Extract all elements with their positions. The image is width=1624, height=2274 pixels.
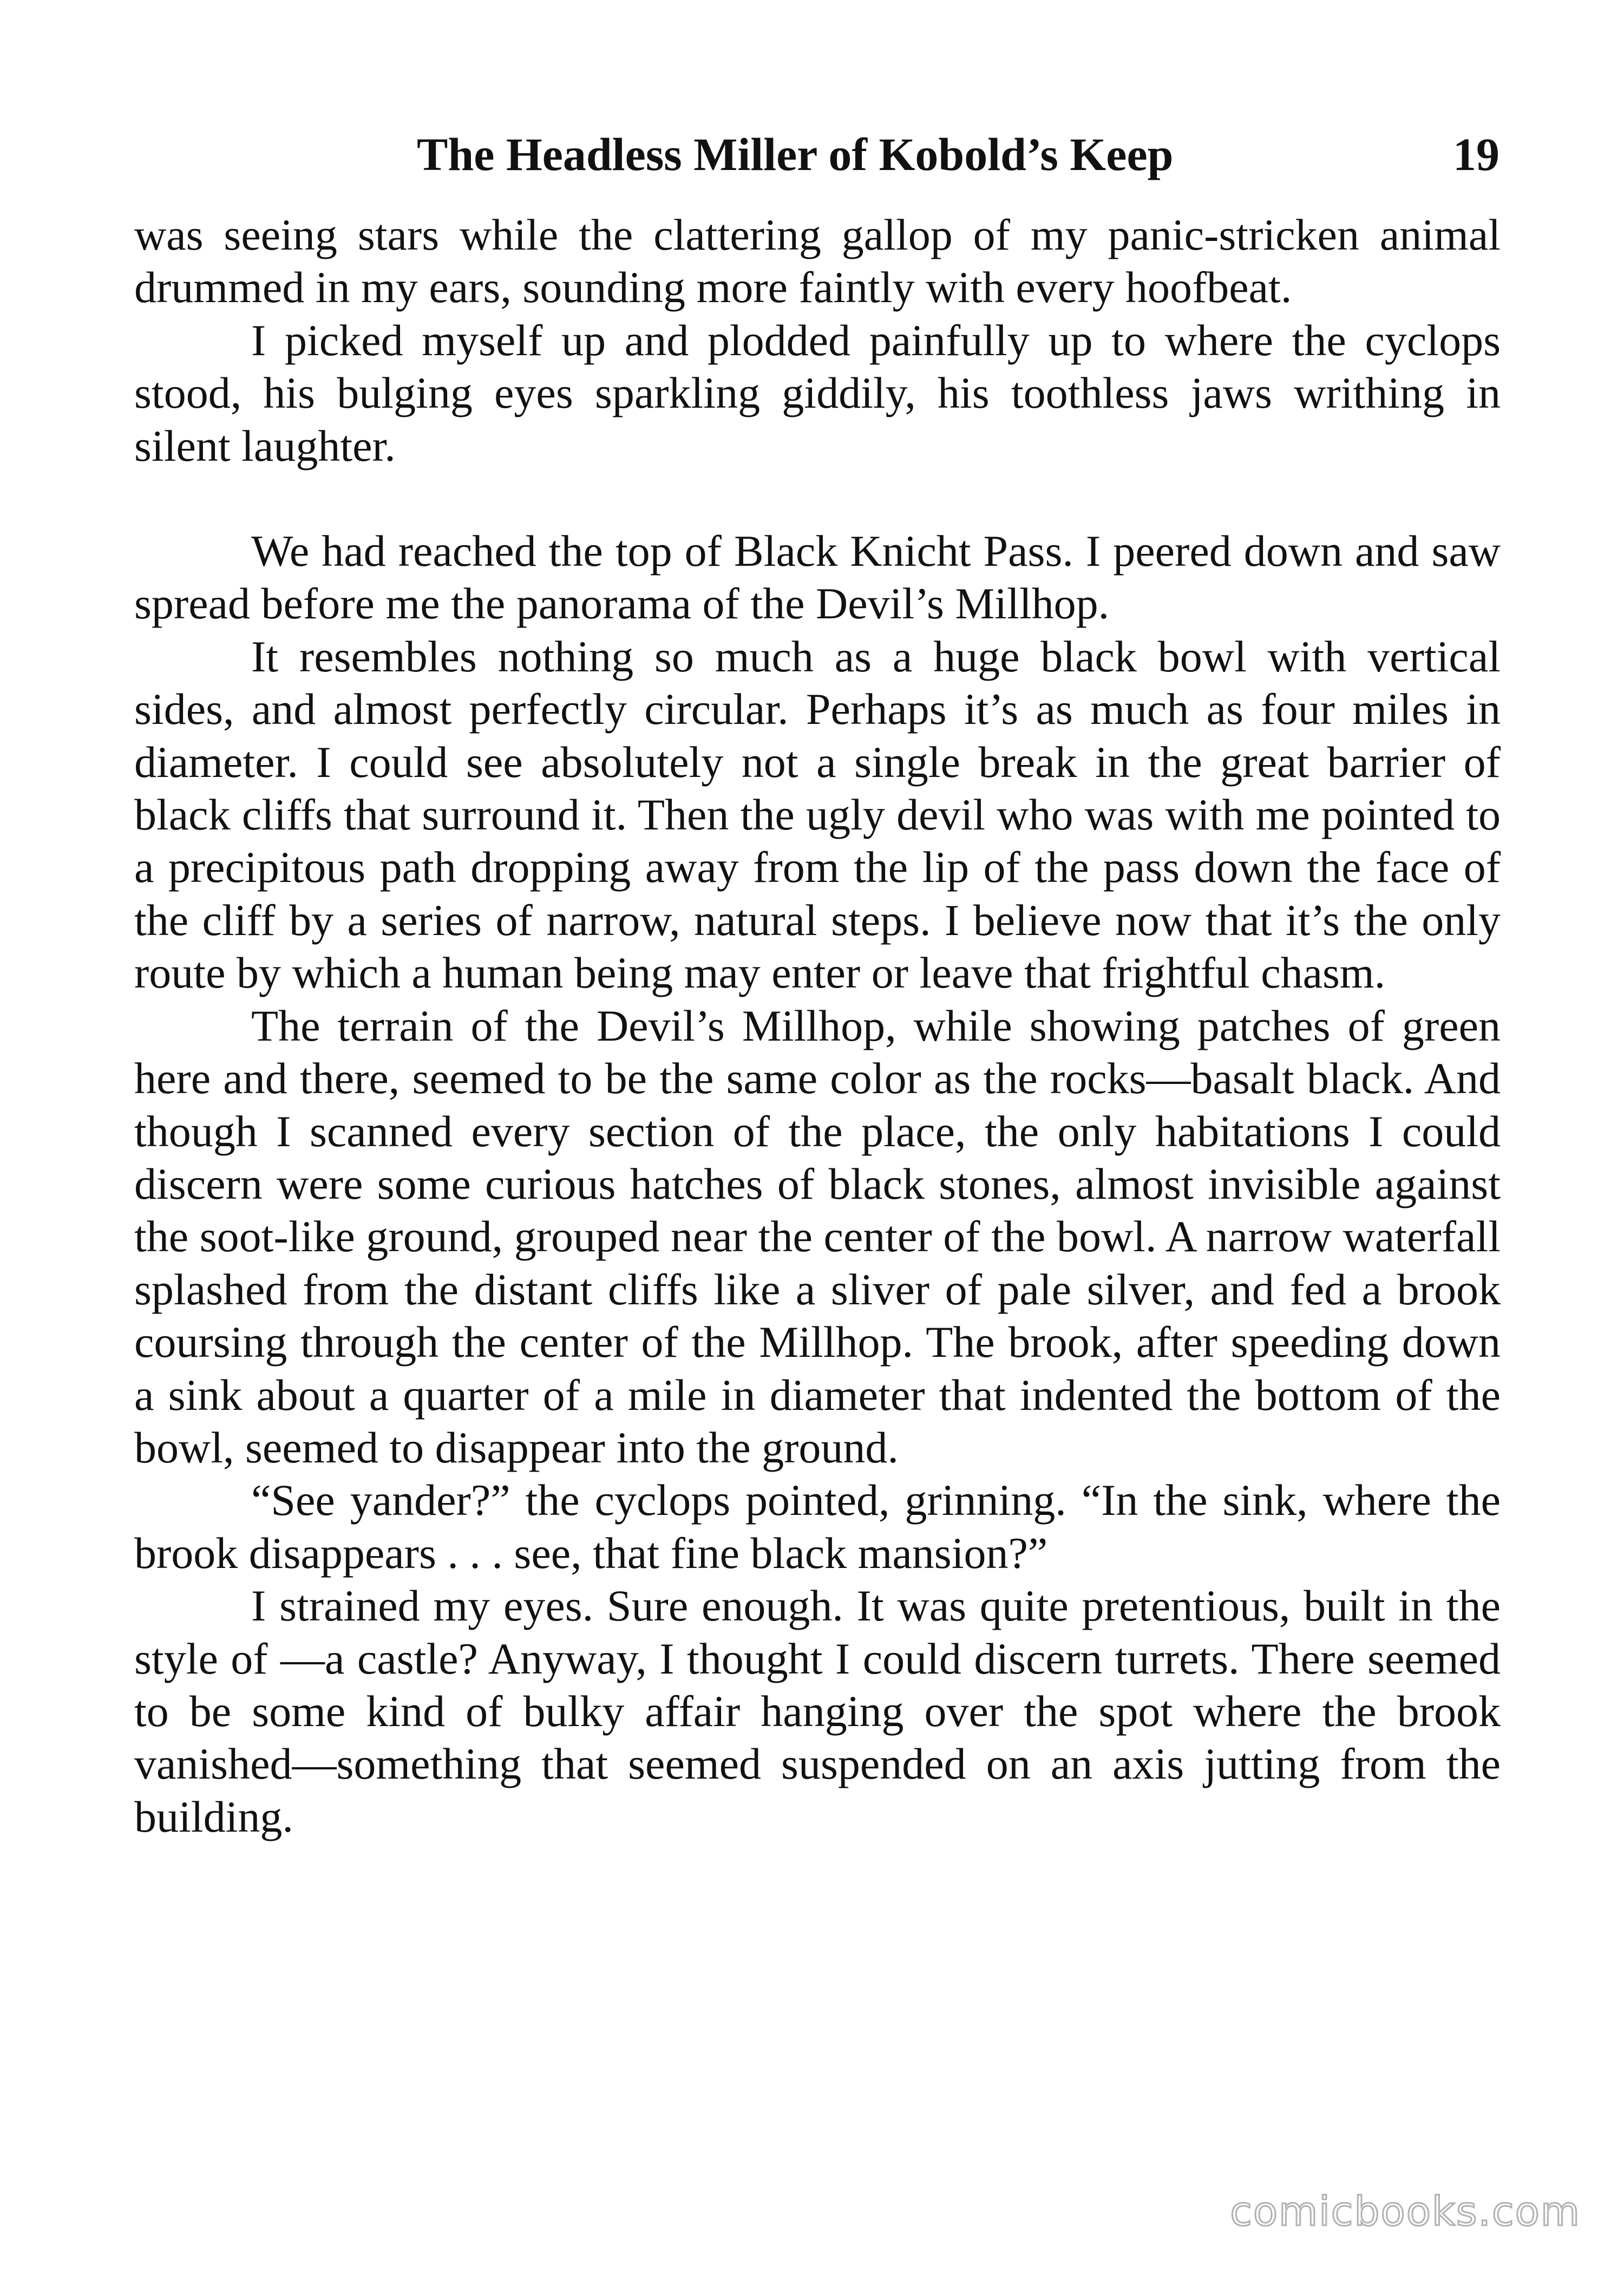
paragraph: “See yander?” the cyclops pointed, grinning. “In the sink, where the brook disappears . . . see, that fine black mansion?” [134, 1475, 1501, 1578]
paragraph-continuation: was seeing stars while the clattering gallop of my panic-stricken animal drummed in my ears, sounding more faintly with every hoofbeat. [134, 210, 1501, 312]
page-number: 19 [1453, 128, 1499, 180]
running-head [135, 125, 1499, 190]
paragraph: The terrain of the Devil’s Millhop, while showing patches of green here and there, seemed to be the same color as the rocks—basalt black. And though I scanned every section of the place, the only habitations I could discern were some curious hatches of black stones, almost invisible against the soot-like ground, grouped near the center of the bowl. A narrow waterfall splashed from the distant cliffs like a sliver of pale silver, and fed a brook coursing through the center of the Millhop. The brook, after speeding down a sink about a quarter of a mile in diameter that indented the bottom of the bowl, seemed to disappear into the ground. [134, 1001, 1501, 1472]
running-title: The Headless Miller of Kobold’s Keep [417, 128, 1174, 180]
paragraph: I strained my eyes. Sure enough. It was quite pretentious, built in the style of —a castle? Anyway, I thought I could discern turrets. There seemed to be some kind of bulky affair hanging over the spot where the brook vanished—something that seemed suspended on an axis jutting from the building. [134, 1581, 1501, 1841]
paragraph-section-start: We had reached the top of Black Knicht Pass. I peered down and saw spread before me the panorama of the Devil’s Millhop. [134, 526, 1501, 629]
paragraph: It resembles nothing so much as a huge black bowl with vertical sides, and almost perfectly circular. Perhaps it’s as much as four miles in diameter. I could see absolutely not a single break in the great barrier of black cliffs that surround it. Then the ugly devil who was with me pointed to a precipitous path dropping away from the lip of the pass down the face of the cliff by a series of narrow, natural steps. I believe now that it’s the only route by which a human being may enter or leave that frightful chasm. [134, 631, 1501, 998]
paragraph: I picked myself up and plodded painfully up to where the cyclops stood, his bulging eyes sparkling giddily, his toothless jaws writhing in silent laughter. [134, 315, 1501, 471]
watermark: comicbooks.com [1230, 2188, 1581, 2235]
body-text [134, 208, 1501, 1843]
